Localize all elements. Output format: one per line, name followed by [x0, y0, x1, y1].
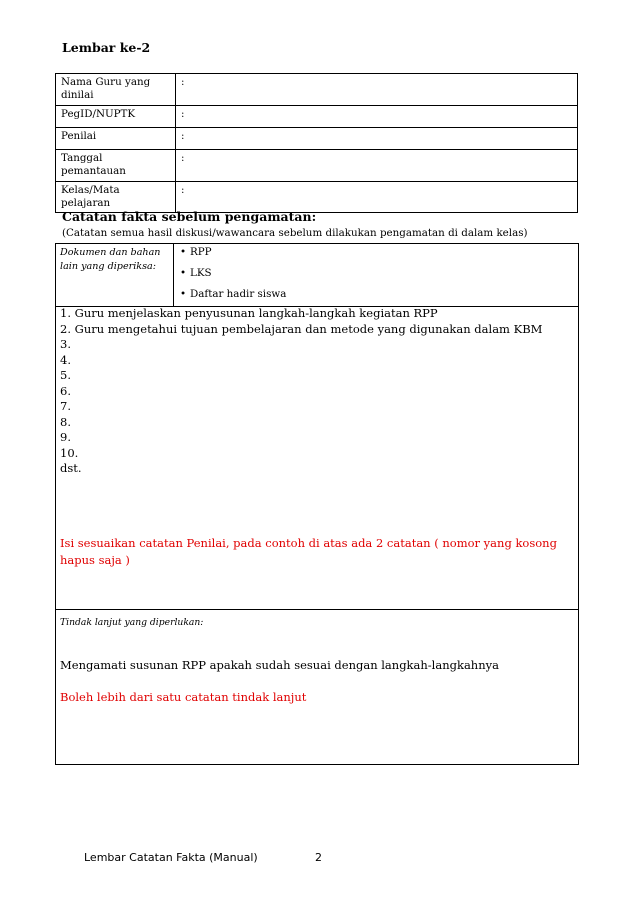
list-item — [180, 288, 286, 300]
sheet-title: Lembar ke-2 — [62, 40, 151, 55]
bullet-icon: • — [180, 267, 187, 279]
list-item: 1. Guru menjelaskan penyusunan langkah-langkah kegiatan RPP — [60, 306, 438, 320]
notes-box — [55, 243, 579, 765]
list-item: 7. — [60, 399, 71, 413]
list-item: 9. — [60, 430, 71, 444]
document-item-label: LKS — [190, 267, 212, 279]
list-item: 5. — [60, 368, 71, 382]
followup-label: Tindak lanjut yang diperlukan: — [60, 617, 204, 628]
info-value-date[interactable]: : — [176, 149, 578, 181]
list-item: dst. — [60, 461, 82, 475]
info-value-class-subject[interactable]: : — [176, 181, 578, 213]
info-value-pegid[interactable]: : — [176, 105, 578, 127]
bullet-icon: • — [180, 288, 187, 300]
followup-hint: Boleh lebih dari satu catatan tindak lanjut — [60, 690, 307, 704]
divider — [173, 244, 174, 306]
info-label-date: Tanggal pemantauan — [56, 149, 176, 181]
info-label-class-subject: Kelas/Mata pelajaran — [56, 181, 176, 213]
list-item: 6. — [60, 383, 71, 398]
list-item: 10. — [60, 445, 79, 460]
page-number: 2 — [315, 851, 322, 864]
teacher-info-table — [55, 73, 578, 213]
notes-hint: Isi sesuaikan catatan Penilai, pada contoh di atas ada 2 catatan ( nomor yang kosong hapus saja ) — [60, 536, 557, 567]
info-value-assessor[interactable]: : — [176, 127, 578, 149]
document-item-label: RPP — [190, 246, 212, 258]
info-value-teacher-name[interactable]: : — [176, 74, 578, 106]
info-label-pegid: PegID/NUPTK — [56, 105, 176, 127]
section-title: Catatan fakta sebelum pengamatan: — [62, 209, 317, 224]
divider — [56, 609, 578, 610]
documents-label: Dokumen dan bahan lain yang diperiksa: — [60, 247, 161, 272]
notes-list — [60, 306, 542, 477]
list-item — [180, 267, 212, 279]
table-row — [56, 181, 578, 213]
list-item: 4. — [60, 352, 71, 367]
table-row — [56, 127, 578, 149]
list-item: 8. — [60, 414, 71, 429]
footer-title: Lembar Catatan Fakta (Manual) — [84, 851, 258, 864]
bullet-icon: • — [180, 246, 187, 258]
section-subtitle: (Catatan semua hasil diskusi/wawancara sebelum dilakukan pengamatan di dalam kelas) — [62, 227, 528, 239]
info-label-teacher-name: Nama Guru yang dinilai — [56, 74, 176, 106]
list-item: 2. Guru mengetahui tujuan pembelajaran dan metode yang digunakan dalam KBM — [60, 321, 543, 336]
table-row — [56, 149, 578, 181]
table-row — [56, 105, 578, 127]
followup-text: Mengamati susunan RPP apakah sudah sesuai dengan langkah-langkahnya — [60, 658, 499, 672]
info-label-assessor: Penilai — [56, 127, 176, 149]
document-item-label: Daftar hadir siswa — [190, 288, 287, 300]
table-row — [56, 74, 578, 106]
list-item — [180, 246, 212, 258]
list-item: 3. — [60, 337, 71, 351]
